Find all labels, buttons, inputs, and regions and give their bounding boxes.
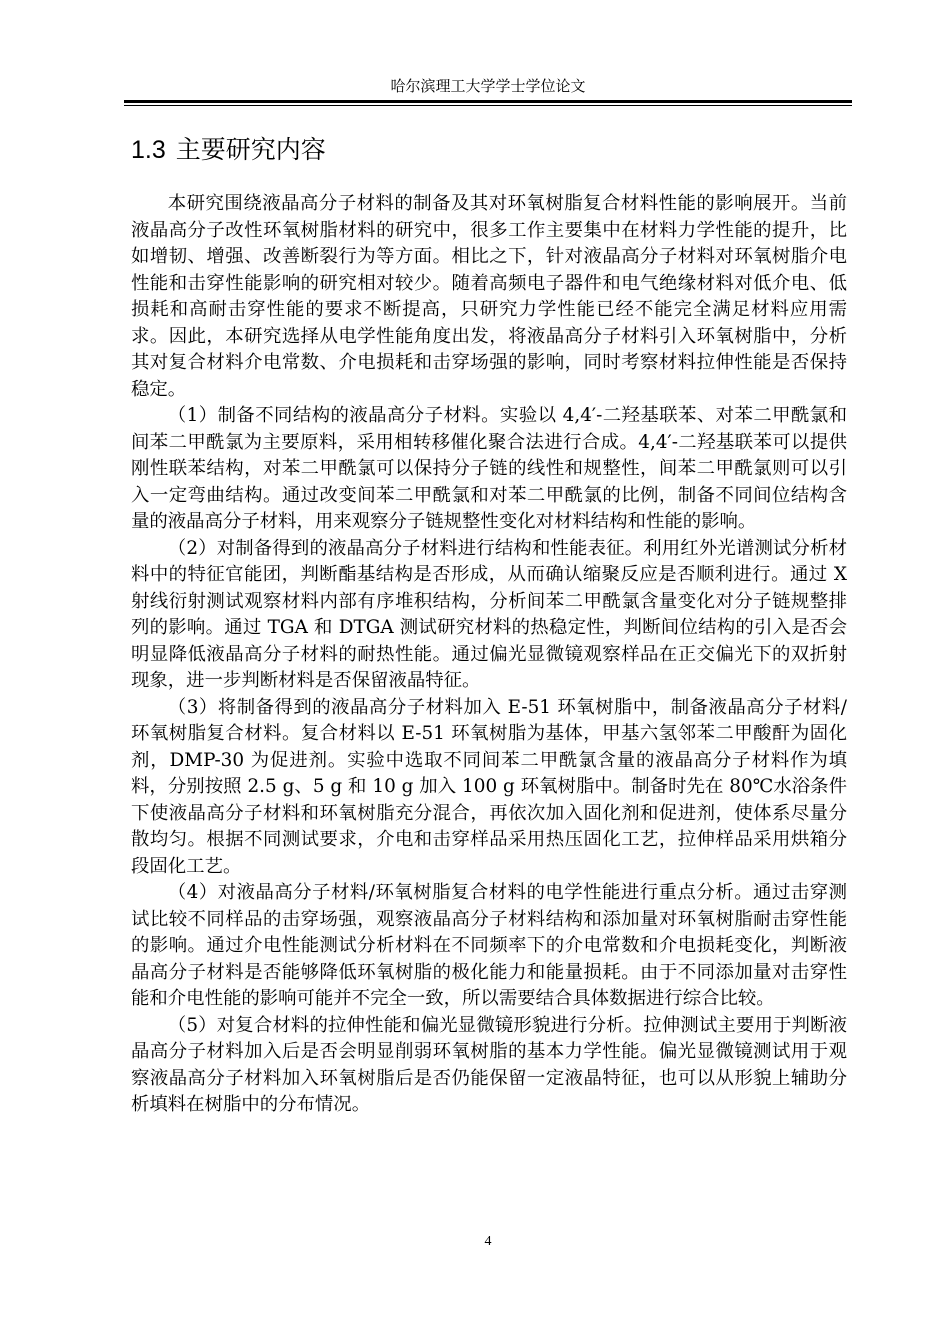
section-title: 主要研究内容: [175, 135, 326, 164]
paragraph-intro: 本研究围绕液晶高分子材料的制备及其对环氧树脂复合材料性能的影响展开。当前液晶高分子改性环氧树脂材料的研究中，很多工作主要集中在材料力学性能的提升，比如增韧、增强、改善断裂行为等方面。相比之下，针对液晶高分子材料对环氧树脂介电性能和击穿性能影响的研究相对较少。随着高频电子器件和电气绝缘材料对低介电、低损耗和高耐击穿性能的要求不断提高，只研究力学性能已经不能完全满足材料应用需求。因此，本研究选择从电学性能角度出发，将液晶高分子材料引入环氧树脂中，分析其对复合材料介电常数、介电损耗和击穿场强的影响，同时考察材料拉伸性能是否保持稳定。: [131, 193, 847, 400]
section-heading: [131, 130, 326, 170]
body-text: [131, 191, 847, 1119]
section-number: 1.3: [131, 136, 166, 164]
paragraph-item-4: （4）对液晶高分子材料/环氧树脂复合材料的电学性能进行重点分析。通过击穿测试比较不同样品的击穿场强，观察液晶高分子材料结构和添加量对环氧树脂耐击穿性能的影响。通过介电性能测试分析材料在不同频率下的介电常数和介电损耗变化，判断液晶高分子材料是否能够降低环氧树脂的极化能力和能量损耗。由于不同添加量对击穿性能和介电性能的影响可能并不完全一致，所以需要结合具体数据进行综合比较。: [131, 882, 847, 1009]
paragraph-item-1: （1）制备不同结构的液晶高分子材料。实验以 4,4′-二羟基联苯、对苯二甲酰氯和间苯二甲酰氯为主要原料，采用相转移催化聚合法进行合成。4,4′-二羟基联苯可以提供刚性联苯结构，对苯二甲酰氯可以保持分子链的线性和规整性，间苯二甲酰氯则可以引入一定弯曲结构。通过改变间苯二甲酰氯和对苯二甲酰氯的比例，制备不同间位结构含量的液晶高分子材料，用来观察分子链规整性变化对材料结构和性能的影响。: [131, 405, 847, 532]
page-number: 4: [484, 1234, 492, 1249]
paragraph-item-3: （3）将制备得到的液晶高分子材料加入 E-51 环氧树脂中，制备液晶高分子材料/环氧树脂复合材料。复合材料以 E-51 环氧树脂为基体，甲基六氢邻苯二甲酸酐为固化剂，DMP-30 为促进剂。实验中选取不同间苯二甲酰氯含量的液晶高分子材料作为填料，分别按照 2.5 g、5 g 和 10 g 加入 100 g 环氧树脂中。制备时先在 80℃水浴条件下使液晶高分子材料和环氧树脂充分混合，再依次加入固化剂和促进剂，使体系尽量分散均匀。根据不同测试要求，介电和击穿样品采用热压固化工艺，拉伸样品采用烘箱分段固化工艺。: [131, 696, 847, 877]
running-header: 哈尔滨理工大学学士学位论文: [390, 77, 586, 95]
header-rule-thin: [124, 105, 852, 106]
paragraph-item-5: （5）对复合材料的拉伸性能和偏光显微镜形貌进行分析。拉伸测试主要用于判断液晶高分子材料加入后是否会明显削弱环氧树脂的基本力学性能。偏光显微镜测试用于观察液晶高分子材料加入环氧树脂后是否仍能保留一定液晶特征，也可以从形貌上辅助分析填料在树脂中的分布情况。: [131, 1014, 847, 1115]
paragraph-item-2: （2）对制备得到的液晶高分子材料进行结构和性能表征。利用红外光谱测试分析材料中的特征官能团，判断酯基结构是否形成，从而确认缩聚反应是否顺利进行。通过 X 射线衍射测试观察材料内部有序堆积结构，分析间苯二甲酰氯含量变化对分子链规整排列的影响。通过 TGA 和 DTGA 测试研究材料的热稳定性，判断间位结构的引入是否会明显降低液晶高分子材料的耐热性能。通过偏光显微镜观察样品在正交偏光下的双折射现象，进一步判断材料是否保留液晶特征。: [131, 537, 847, 691]
header-rule-thick: [124, 100, 852, 103]
